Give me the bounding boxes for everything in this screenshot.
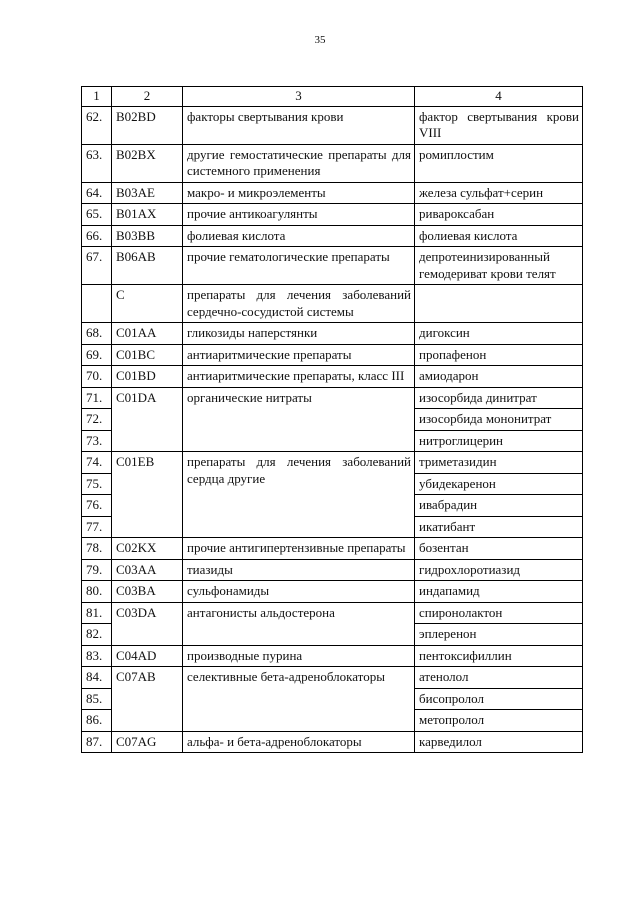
drug-name: индапамид: [415, 581, 583, 603]
table-row: [82, 106, 583, 144]
drug-name: изосорбида мононитрат: [415, 409, 583, 431]
drug-name: ривароксабан: [415, 204, 583, 226]
drug-name: изосорбида динитрат: [415, 387, 583, 409]
drug-name: эплеренон: [415, 624, 583, 646]
row-number: 65.: [82, 204, 112, 226]
pharmacological-group: фолиевая кислота: [183, 225, 415, 247]
row-number: 75.: [82, 473, 112, 495]
row-number: 66.: [82, 225, 112, 247]
table-row: [82, 366, 583, 388]
row-number: 62.: [82, 106, 112, 144]
atc-code: C07AB: [112, 667, 183, 732]
pharmacological-group: антиаритмические препараты: [183, 344, 415, 366]
drug-name: спиронолактон: [415, 602, 583, 624]
atc-code: C03DA: [112, 602, 183, 645]
row-number: 67.: [82, 247, 112, 285]
atc-code: C03AA: [112, 559, 183, 581]
atc-code: C: [112, 285, 183, 323]
pharmacological-group: гликозиды наперстянки: [183, 323, 415, 345]
drug-name: депротеинизированный гемодериват крови телят: [415, 247, 583, 285]
row-number: 64.: [82, 182, 112, 204]
table-row: [82, 323, 583, 345]
pharmacological-group: прочие антикоагулянты: [183, 204, 415, 226]
drug-name: атенолол: [415, 667, 583, 689]
drug-name: триметазидин: [415, 452, 583, 474]
row-number: 63.: [82, 144, 112, 182]
row-number: [82, 285, 112, 323]
row-number: 72.: [82, 409, 112, 431]
atc-code: B02BD: [112, 106, 183, 144]
drug-name: ивабрадин: [415, 495, 583, 517]
drug-name: дигоксин: [415, 323, 583, 345]
table-row: [82, 182, 583, 204]
table-body: [82, 106, 583, 753]
pharmacological-group: препараты для лечения заболеваний сердца другие: [183, 452, 415, 538]
drug-name: гидрохлоротиазид: [415, 559, 583, 581]
drug-name: амиодарон: [415, 366, 583, 388]
drug-name: пентоксифиллин: [415, 645, 583, 667]
atc-code: B03AE: [112, 182, 183, 204]
pharmacological-group: факторы свертывания крови: [183, 106, 415, 144]
pharmacological-group: производные пурина: [183, 645, 415, 667]
atc-code: C07AG: [112, 731, 183, 753]
pharmacological-group: антагонисты альдостерона: [183, 602, 415, 645]
atc-code: B06AB: [112, 247, 183, 285]
pharmacological-group: прочие гематологические препараты: [183, 247, 415, 285]
atc-code: C01BC: [112, 344, 183, 366]
pharmacological-group: тиазиды: [183, 559, 415, 581]
row-number: 74.: [82, 452, 112, 474]
table-row: [82, 559, 583, 581]
table-row: [82, 204, 583, 226]
row-number: 87.: [82, 731, 112, 753]
row-number: 77.: [82, 516, 112, 538]
column-header-number: 1: [82, 87, 112, 107]
atc-code: C01EB: [112, 452, 183, 538]
atc-code: C03BA: [112, 581, 183, 603]
drug-name: пропафенон: [415, 344, 583, 366]
table-row: [82, 344, 583, 366]
row-number: 79.: [82, 559, 112, 581]
row-number: 73.: [82, 430, 112, 452]
row-number: 86.: [82, 710, 112, 732]
row-number: 70.: [82, 366, 112, 388]
table-row: [82, 731, 583, 753]
pharmacological-group: прочие антигипертензивные препараты: [183, 538, 415, 560]
atc-code: B02BX: [112, 144, 183, 182]
table-row: [82, 602, 583, 624]
page-number: 35: [314, 34, 326, 46]
table-row: [82, 247, 583, 285]
atc-code: C01DA: [112, 387, 183, 452]
table-row: [82, 387, 583, 409]
row-number: 83.: [82, 645, 112, 667]
pharmacological-group: другие гемостатические препараты для системного применения: [183, 144, 415, 182]
row-number: 80.: [82, 581, 112, 603]
row-number: 81.: [82, 602, 112, 624]
table-row: [82, 285, 583, 323]
column-header-code: 2: [112, 87, 183, 107]
drug-name: нитроглицерин: [415, 430, 583, 452]
pharmacological-group: альфа- и бета-адреноблокаторы: [183, 731, 415, 753]
table-row: [82, 581, 583, 603]
row-number: 78.: [82, 538, 112, 560]
row-number: 76.: [82, 495, 112, 517]
row-number: 82.: [82, 624, 112, 646]
table-header-row: [82, 87, 583, 107]
drug-name: карведилол: [415, 731, 583, 753]
row-number: 69.: [82, 344, 112, 366]
row-number: 68.: [82, 323, 112, 345]
drug-name: [415, 285, 583, 323]
atc-code: C01AA: [112, 323, 183, 345]
atc-code: B03BB: [112, 225, 183, 247]
pharmacological-group: сульфонамиды: [183, 581, 415, 603]
pharmacological-group: макро- и микроэлементы: [183, 182, 415, 204]
drug-name: железа сульфат+серин: [415, 182, 583, 204]
table-row: [82, 667, 583, 689]
drug-name: бисопролол: [415, 688, 583, 710]
atc-code: C04AD: [112, 645, 183, 667]
row-number: 84.: [82, 667, 112, 689]
drug-name: фактор свертывания крови VIII: [415, 106, 583, 144]
table-row: [82, 225, 583, 247]
pharmacological-group: органические нитраты: [183, 387, 415, 452]
row-number: 85.: [82, 688, 112, 710]
column-header-drug: 4: [415, 87, 583, 107]
drug-name: убидекаренон: [415, 473, 583, 495]
column-header-group: 3: [183, 87, 415, 107]
drug-name: икатибант: [415, 516, 583, 538]
table-row: [82, 452, 583, 474]
drug-name: фолиевая кислота: [415, 225, 583, 247]
atc-code: B01AX: [112, 204, 183, 226]
drug-classification-table: [81, 86, 583, 753]
pharmacological-group: антиаритмические препараты, класс III: [183, 366, 415, 388]
table-row: [82, 645, 583, 667]
pharmacological-group: препараты для лечения заболеваний сердечно-сосудистой системы: [183, 285, 415, 323]
table-row: [82, 144, 583, 182]
pharmacological-group: селективные бета-адреноблокаторы: [183, 667, 415, 732]
drug-name: ромиплостим: [415, 144, 583, 182]
drug-name: бозентан: [415, 538, 583, 560]
drug-name: метопролол: [415, 710, 583, 732]
row-number: 71.: [82, 387, 112, 409]
atc-code: C02KX: [112, 538, 183, 560]
atc-code: C01BD: [112, 366, 183, 388]
table-row: [82, 538, 583, 560]
